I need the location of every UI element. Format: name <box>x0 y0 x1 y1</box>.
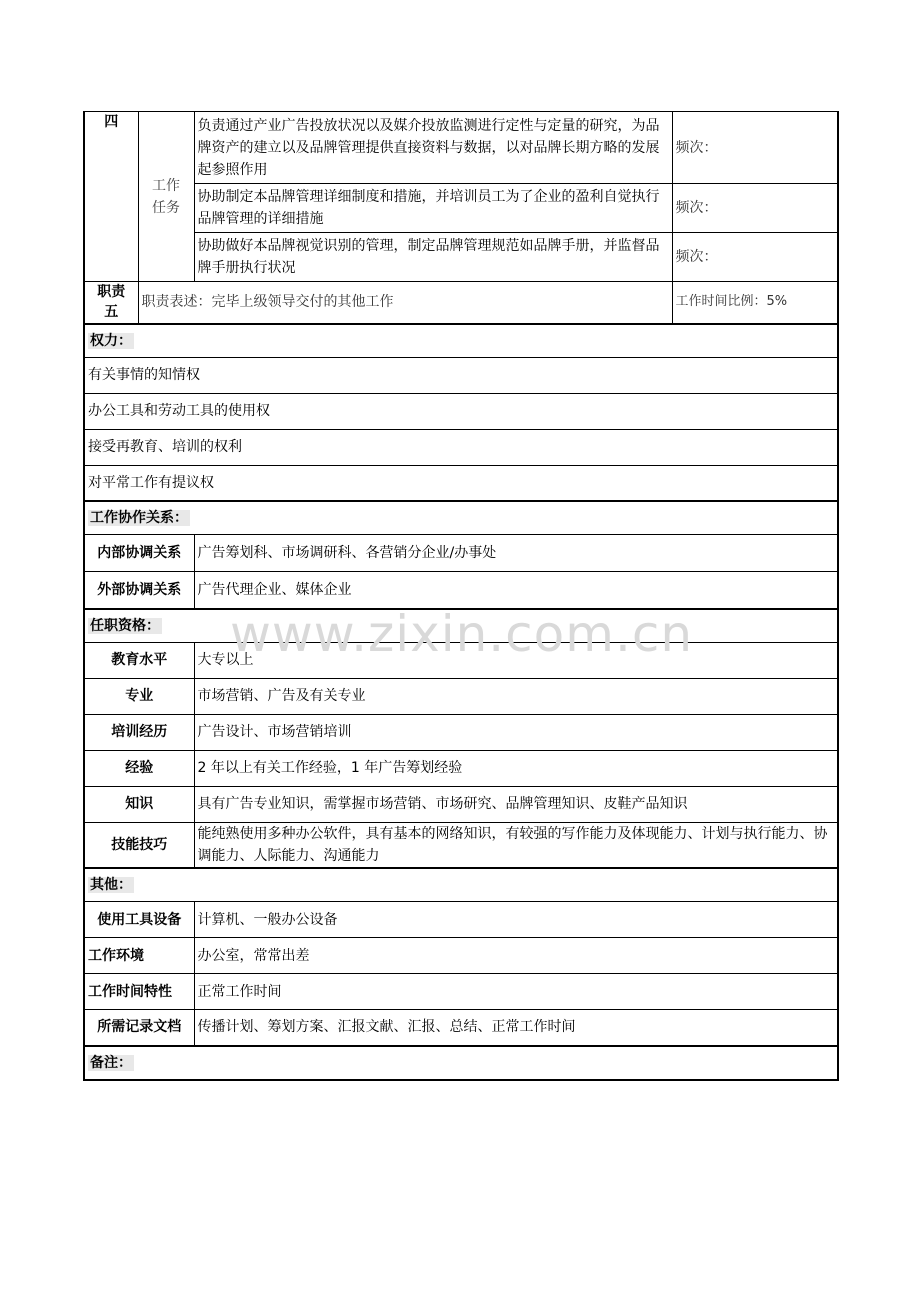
qualification-value: 市场营销、广告及有关专业 <box>194 678 838 714</box>
rights-section-title <box>84 324 838 358</box>
qualifications-title: 任职资格： <box>90 617 160 634</box>
notes-section-title <box>84 1046 838 1080</box>
duty-4-number: 四 <box>84 112 138 282</box>
other-label: 工作环境 <box>84 938 194 974</box>
other-label: 使用工具设备 <box>84 902 194 938</box>
qualification-value: 能纯熟使用多种办公软件，具有基本的网络知识，有较强的写作能力及体现能力、计划与执行能力、协调能力、人际能力、沟通能力 <box>194 822 838 868</box>
rights-title: 权力： <box>90 332 132 349</box>
other-label: 工作时间特性 <box>84 974 194 1010</box>
relation-value: 广告代理企业、媒体企业 <box>194 572 838 609</box>
qualification-label: 专业 <box>84 678 194 714</box>
watermark: www.zixin.com.cn <box>230 605 694 663</box>
qualification-label: 技能技巧 <box>84 822 194 868</box>
job-table <box>83 111 839 1081</box>
right-item: 接受再教育、培训的权利 <box>84 429 838 465</box>
duty-4-task-1-freq: 频次： <box>672 112 838 184</box>
job-description-document <box>83 111 837 1081</box>
qualification-label: 知识 <box>84 786 194 822</box>
relations-section-title <box>84 501 838 535</box>
qualification-value: 2 年以上有关工作经验，1 年广告筹划经验 <box>194 750 838 786</box>
other-value: 传播计划、筹划方案、汇报文献、汇报、总结、正常工作时间 <box>194 1010 838 1046</box>
qualification-value: 广告设计、市场营销培训 <box>194 714 838 750</box>
duty-4-task-2: 协助制定本品牌管理详细制度和措施，并培训员工为了企业的盈利自觉执行品牌管理的详细措施 <box>194 184 672 233</box>
qualification-value: 大专以上 <box>194 642 838 678</box>
relations-title: 工作协作关系： <box>90 510 188 526</box>
other-value: 计算机、一般办公设备 <box>194 902 838 938</box>
other-value: 办公室，常常出差 <box>194 938 838 974</box>
duty-4-task-1: 负责通过产业广告投放状况以及媒介投放监测进行定性与定量的研究，为品牌资产的建立以及品牌管理提供直接资料与数据，以对品牌长期方略的发展起参照作用 <box>194 112 672 184</box>
right-item: 有关事情的知情权 <box>84 357 838 393</box>
qualification-value: 具有广告专业知识，需掌握市场营销、市场研究、品牌管理知识、皮鞋产品知识 <box>194 786 838 822</box>
duty-4-task-2-freq: 频次： <box>672 184 838 233</box>
qualification-label: 培训经历 <box>84 714 194 750</box>
others-section-title <box>84 868 838 902</box>
qualifications-section-title <box>84 609 838 643</box>
qualification-label: 教育水平 <box>84 642 194 678</box>
duty-5-time-ratio: 工作时间比例：5% <box>672 282 838 324</box>
duty-5-number: 职责 五 <box>84 282 138 324</box>
duty-5-description: 职责表述：完毕上级领导交付的其他工作 <box>138 282 672 324</box>
other-value: 正常工作时间 <box>194 974 838 1010</box>
qualification-label: 经验 <box>84 750 194 786</box>
right-item: 对平常工作有提议权 <box>84 465 838 501</box>
duty-4-task-3-freq: 频次： <box>672 233 838 282</box>
notes-title: 备注： <box>90 1054 132 1071</box>
duty-4-task-3: 协助做好本品牌视觉识别的管理，制定品牌管理规范如品牌手册，并监督品牌手册执行状况 <box>194 233 672 282</box>
duty-4-category: 工作 任务 <box>138 112 194 282</box>
others-title: 其他： <box>90 877 132 893</box>
relation-label: 内部协调关系 <box>84 535 194 572</box>
relation-value: 广告筹划科、市场调研科、各营销分企业/办事处 <box>194 535 838 572</box>
other-label: 所需记录文档 <box>84 1010 194 1046</box>
right-item: 办公工具和劳动工具的使用权 <box>84 393 838 429</box>
relation-label: 外部协调关系 <box>84 572 194 609</box>
